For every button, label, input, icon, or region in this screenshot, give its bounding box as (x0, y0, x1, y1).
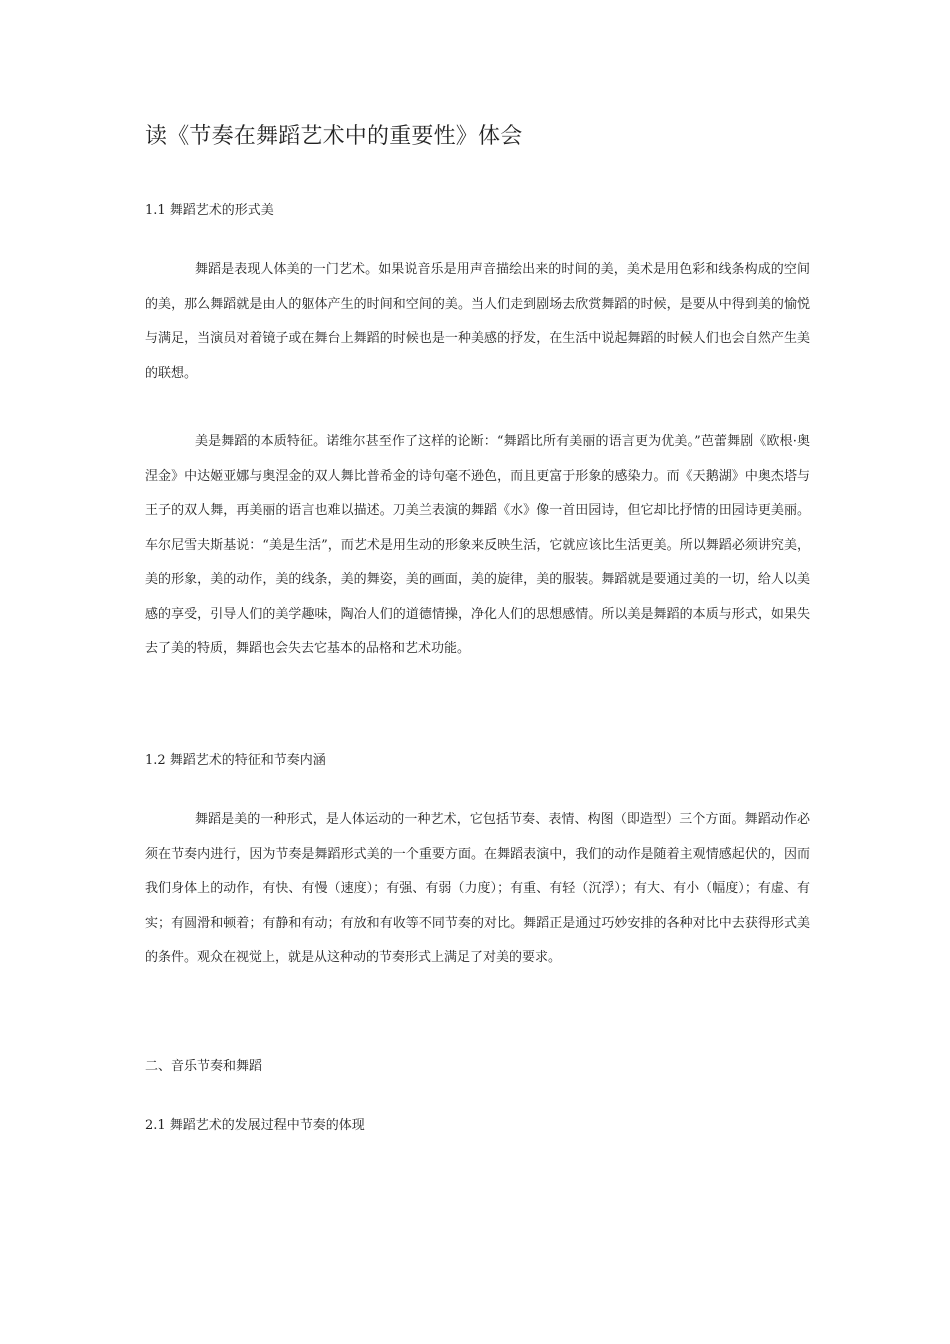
paragraph-rhythm-features: 舞蹈是美的一种形式，是人体运动的一种艺术，它包括节奏、表情、构图（即造型）三个方面。舞蹈动作必须在节奏内进行，因为节奏是舞蹈形式美的一个重要方面。在舞蹈表演中，我们的动作是随着主观情感起伏的，因而我们身体上的动作，有快、有慢（速度）；有强、有弱（力度）；有重、有轻（沉浮）；有大、有小（幅度）；有虚、有实；有圆滑和顿着；有静和有动；有放和有收等不同节奏的对比。舞蹈正是通过巧妙安排的各种对比中去获得形式美的条件。观众在视觉上，就是从这种动的节奏形式上满足了对美的要求。 (145, 812, 810, 965)
document-title: 读《节奏在舞蹈艺术中的重要性》体会 (145, 124, 523, 149)
paragraph-form-beauty: 舞蹈是表现人体美的一门艺术。如果说音乐是用声音描绘出来的时间的美，美术是用色彩和线条构成的空间的美，那么舞蹈就是由人的躯体产生的时间和空间的美。当人们走到剧场去欣赏舞蹈的时候，是要从中得到美的愉悦与满足，当演员对着镜子或在舞台上舞蹈的时候也是一种美感的抒发，在生活中说起舞蹈的时候人们也会自然产生美的联想。 (145, 262, 810, 381)
chapter-heading-2: 二、音乐节奏和舞蹈 (145, 1059, 263, 1074)
paragraph-essence-of-beauty: 美是舞蹈的本质特征。诺维尔甚至作了这样的论断：“舞蹈比所有美丽的语言更为优美。”芭蕾舞剧《欧根·奥涅金》中达姬亚娜与奥涅金的双人舞比普希金的诗句毫不逊色，而且更富于形象的感染力。而《天鹅湖》中奥杰塔与王子的双人舞，再美丽的语言也难以描述。刀美兰表演的舞蹈《水》像一首田园诗，但它却比抒情的田园诗更美丽。车尔尼雪夫斯基说：“美是生活”，而艺术是用生动的形象来反映生活，它就应该比生活更美。所以舞蹈必须讲究美，美的形象，美的动作，美的线条，美的舞姿，美的画面，美的旋律，美的服装。舞蹈就是要通过美的一切，给人以美感的享受，引导人们的美学趣味，陶冶人们的道德情操，净化人们的思想感情。所以美是舞蹈的本质与形式，如果失去了美的特质，舞蹈也会失去它基本的品格和艺术功能。 (145, 434, 810, 656)
section-heading-1-2: 1.2 舞蹈艺术的特征和节奏内涵 (145, 753, 326, 768)
section-heading-1-1: 1.1 舞蹈艺术的形式美 (145, 203, 274, 218)
section-heading-2-1: 2.1 舞蹈艺术的发展过程中节奏的体现 (145, 1118, 365, 1133)
